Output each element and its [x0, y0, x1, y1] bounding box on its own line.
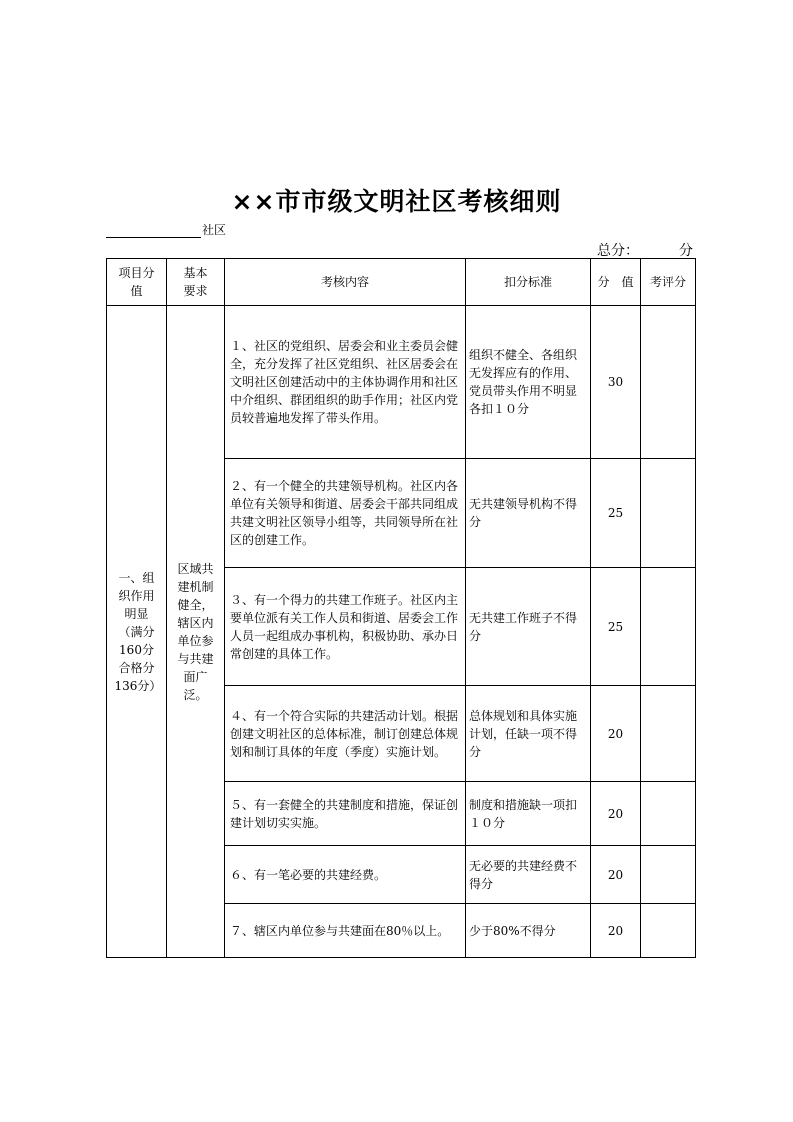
score-cell: 20 — [591, 904, 641, 958]
content-cell: ３、有一个得力的共建工作班子。社区内主要单位派有关工作人员和街道、居委会工作人员一起组成办事机构，积极协助、承办日常创建的具体工作。 — [225, 568, 466, 686]
content-cell: ６、有一笔必要的共建经费。 — [225, 846, 466, 904]
total-score-line — [597, 240, 693, 260]
requirement-cell: 区域共建机制健全，辖区内单位参与共建面广泛。 — [167, 306, 225, 958]
item-cell: 一、组织作用明显（满分160分合格分136分） — [107, 306, 167, 958]
total-label: 总分： — [597, 243, 639, 259]
content-cell: ５、有一套健全的共建制度和措施，保证创建计划切实实施。 — [225, 782, 466, 846]
score-cell: 30 — [591, 306, 641, 459]
page-title: ××市市级文明社区考核细则 — [231, 187, 562, 216]
evaluation-cell[interactable] — [641, 459, 696, 568]
deduction-cell: 少于80%不得分 — [466, 904, 591, 958]
deduction-cell: 无共建领导机构不得分 — [466, 459, 591, 568]
community-name-blank — [106, 225, 201, 238]
deduction-cell: 制度和措施缺一项扣１０分 — [466, 782, 591, 846]
deduction-cell: 无必要的共建经费不得分 — [466, 846, 591, 904]
header-requirement: 基本要求 — [167, 259, 225, 306]
content-cell: ４、有一个符合实际的共建活动计划。根据创建文明社区的总体标准，制订创建总体规划和制订具体的年度（季度）实施计划。 — [225, 686, 466, 782]
content-cell: ２、有一个健全的共建领导机构。社区内各单位有关领导和街道、居委会干部共同组成共建文明社区领导小组等，共同领导所在社区的创建工作。 — [225, 459, 466, 568]
evaluation-cell[interactable] — [641, 782, 696, 846]
evaluation-cell[interactable] — [641, 904, 696, 958]
header-content: 考核内容 — [225, 259, 466, 306]
community-suffix: 社区 — [202, 223, 227, 237]
content-cell: ７、辖区内单位参与共建面在80％以上。 — [225, 904, 466, 958]
header-score: 分 值 — [591, 259, 641, 306]
evaluation-cell[interactable] — [641, 306, 696, 459]
deduction-cell: 组织不健全、各组织无发挥应有的作用、党员带头作用不明显各扣１０分 — [466, 306, 591, 459]
total-unit: 分 — [679, 243, 693, 259]
deduction-cell: 无共建工作班子不得分 — [466, 568, 591, 686]
evaluation-cell[interactable] — [641, 686, 696, 782]
header-item: 项目分值 — [107, 259, 167, 306]
table-row — [107, 306, 696, 459]
assessment-table — [106, 258, 696, 958]
content-cell: １、社区的党组织、居委会和业主委员会健全，充分发挥了社区党组织、社区居委会在文明社区创建活动中的主体协调作用和社区中介组织、群团组织的助手作用；社区内党员较普遍地发挥了带头作用。 — [225, 306, 466, 459]
score-cell: 25 — [591, 568, 641, 686]
header-evaluation: 考评分 — [641, 259, 696, 306]
score-cell: 20 — [591, 782, 641, 846]
table-header-row — [107, 259, 696, 306]
header-deduction: 扣分标准 — [466, 259, 591, 306]
deduction-cell: 总体规划和具体实施计划，任缺一项不得分 — [466, 686, 591, 782]
score-cell: 20 — [591, 686, 641, 782]
community-name-line — [106, 221, 226, 238]
score-cell: 25 — [591, 459, 641, 568]
evaluation-cell[interactable] — [641, 846, 696, 904]
evaluation-cell[interactable] — [641, 568, 696, 686]
score-cell: 20 — [591, 846, 641, 904]
